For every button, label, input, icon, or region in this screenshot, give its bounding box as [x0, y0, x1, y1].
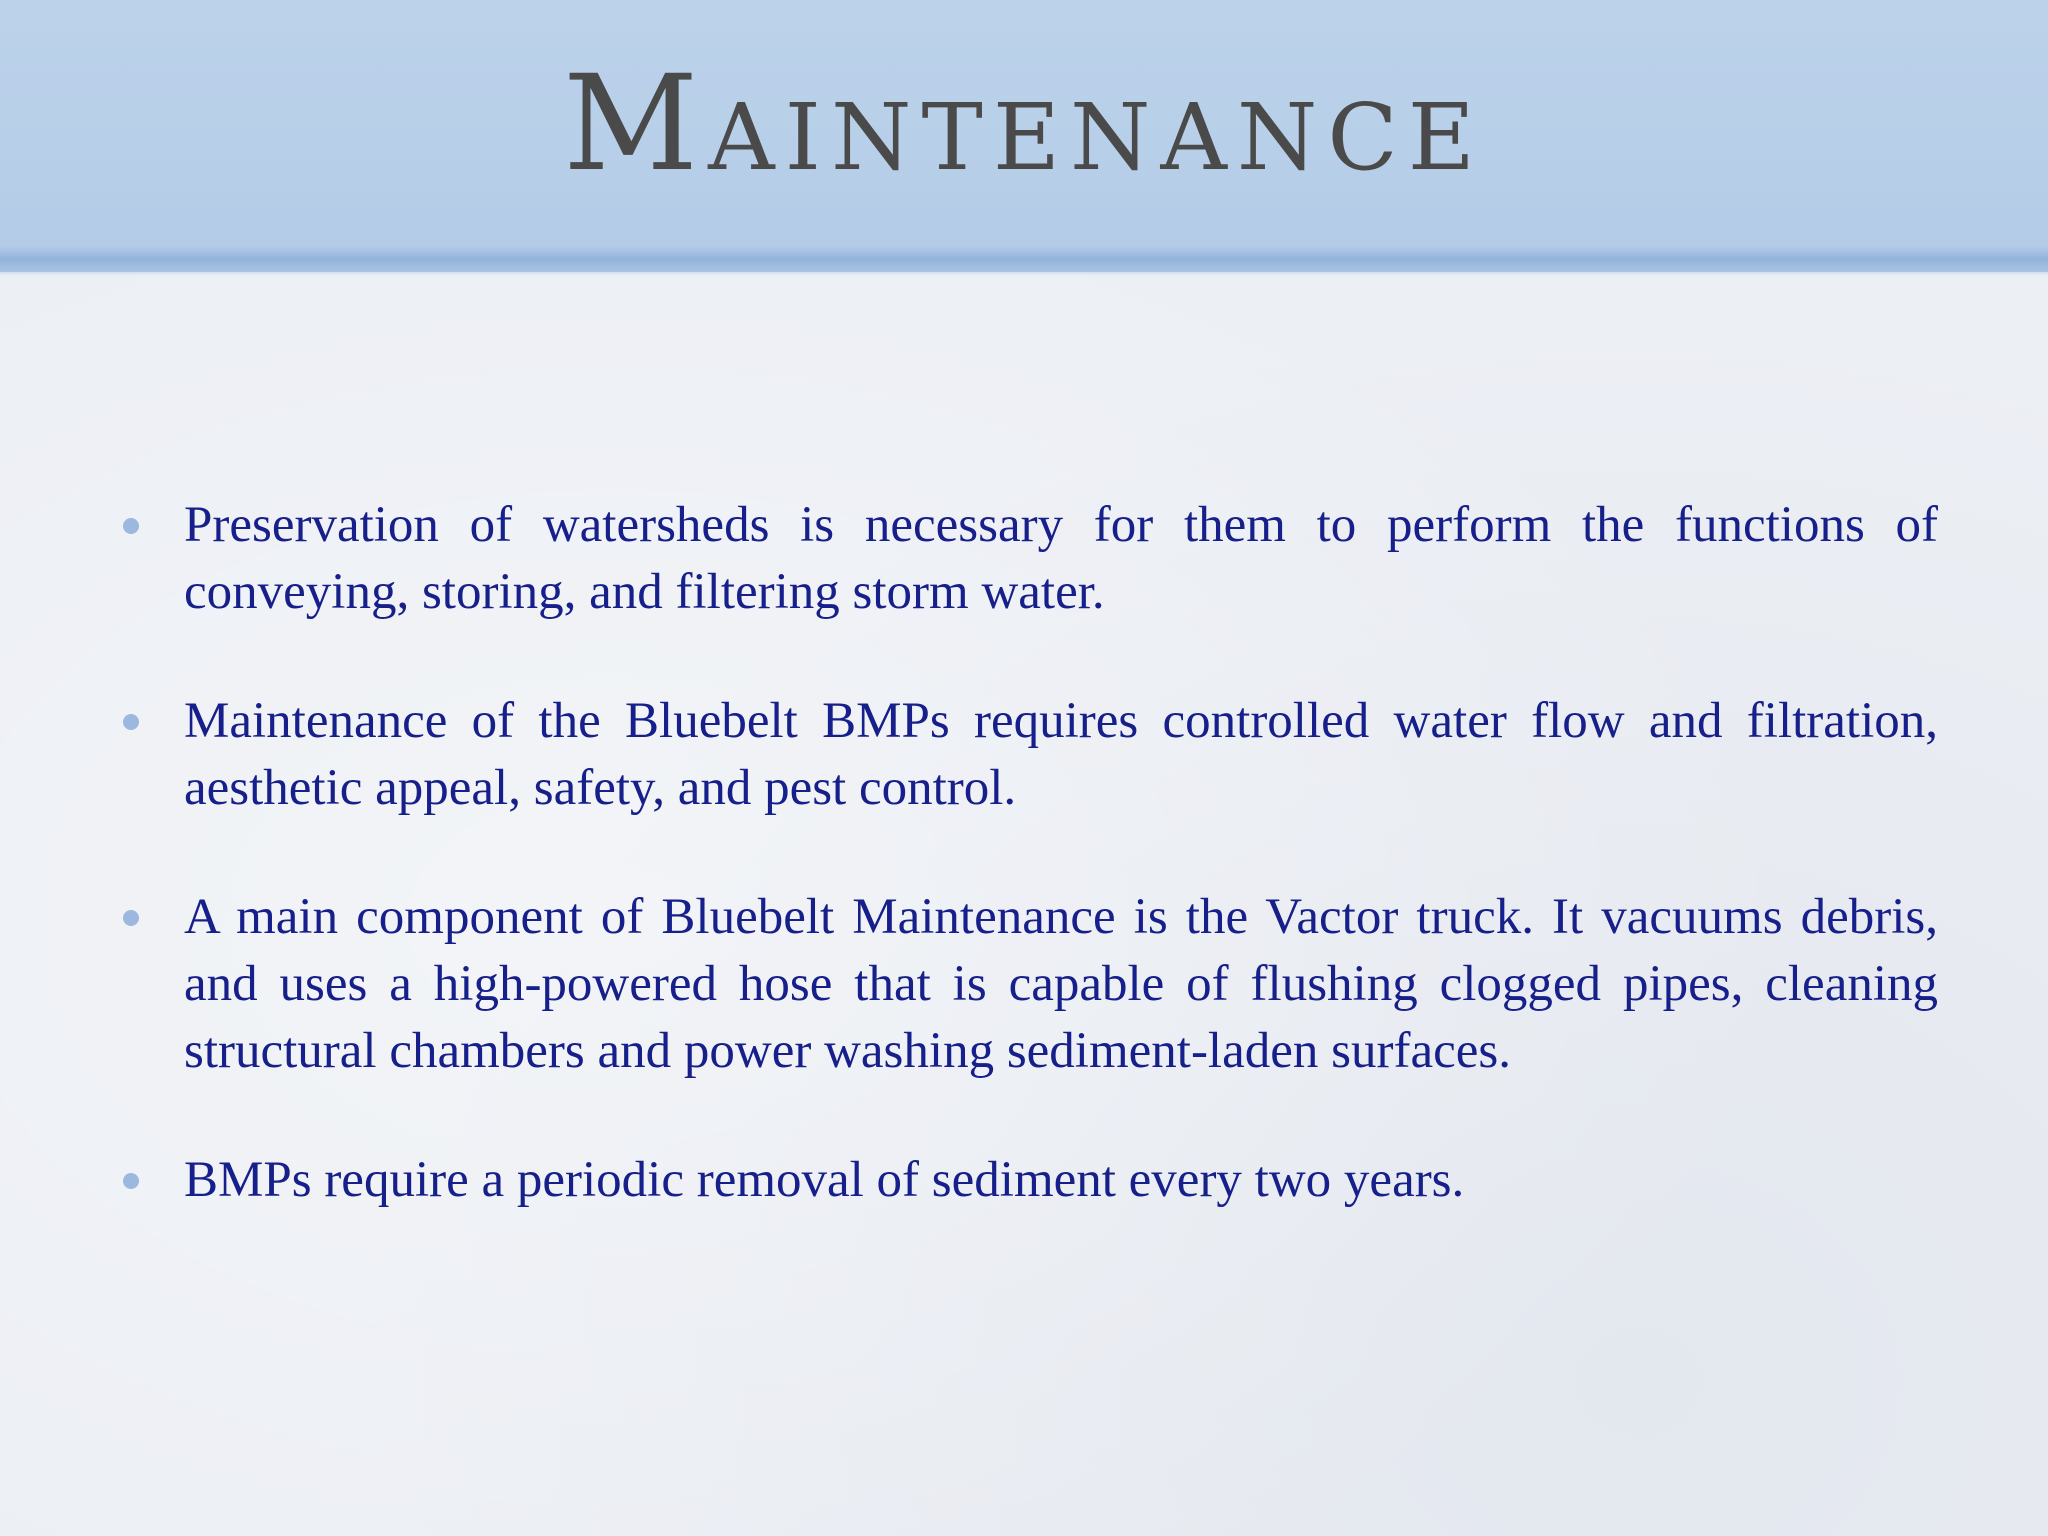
bullet-list	[120, 492, 1938, 1214]
bullet-dot-icon	[123, 714, 139, 730]
bullet-item	[120, 884, 1938, 1085]
slide-title: Maintenance	[563, 47, 1485, 201]
bullet-item	[120, 688, 1938, 822]
header-edge	[0, 246, 2048, 276]
bullet-text: BMPs require a periodic removal of sediment every two years.	[184, 1152, 1465, 1208]
bullet-dot-icon	[123, 910, 139, 926]
bullet-dot-icon	[123, 518, 139, 534]
bullet-dot-icon	[123, 1173, 139, 1189]
bullet-text: Maintenance of the Bluebelt BMPs requires controlled water flow and filtration, aesthetic appeal, safety, and pest control.	[184, 693, 1938, 816]
bullet-text: Preservation of watersheds is necessary for them to perform the functions of conveying, storing, and filtering storm water.	[184, 497, 1938, 620]
bullet-text: A main component of Bluebelt Maintenance is the Vactor truck. It vacuums debris, and uses a high-powered hose that is capable of flushing clogged pipes, cleaning structural chambers and power washing sediment-laden surfaces.	[184, 889, 1938, 1079]
bullet-item	[120, 492, 1938, 626]
bullet-item	[120, 1147, 1938, 1214]
